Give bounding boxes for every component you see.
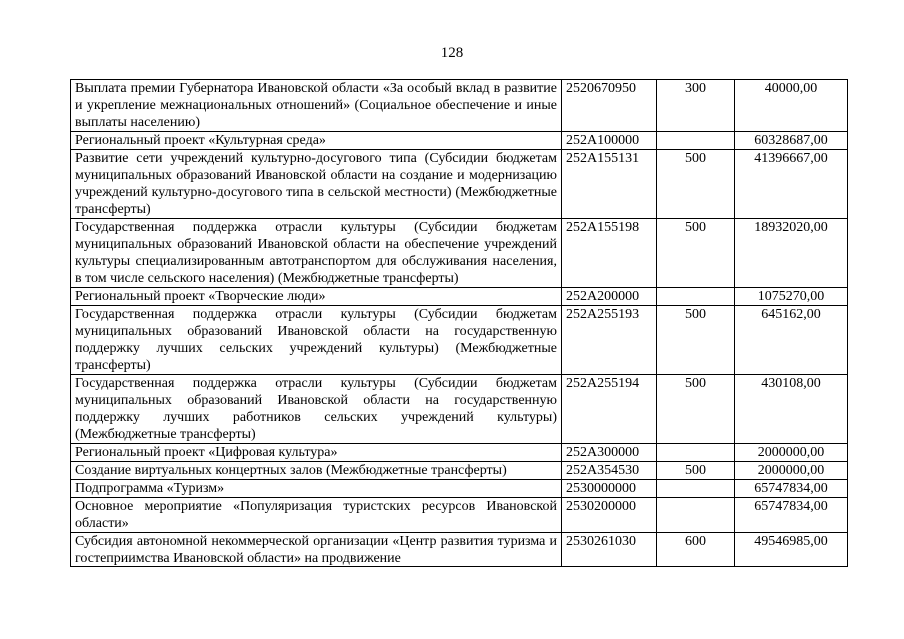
row-amount: 65747834,00	[735, 480, 848, 498]
table-row	[71, 132, 848, 150]
table-row	[71, 150, 848, 219]
row-name: Создание виртуальных концертных залов (Межбюджетные трансферты)	[71, 462, 562, 480]
table-row	[71, 375, 848, 444]
row-type: 500	[657, 462, 735, 480]
row-amount: 65747834,00	[735, 498, 848, 533]
row-amount: 2000000,00	[735, 462, 848, 480]
row-name: Региональный проект «Культурная среда»	[71, 132, 562, 150]
row-name: Региональный проект «Цифровая культура»	[71, 444, 562, 462]
row-amount: 60328687,00	[735, 132, 848, 150]
row-name: Государственная поддержка отрасли культуры (Субсидии бюджетам муниципальных образований Ивановской области на обеспечение учреждений культуры специализированным автотранспортом для обслуживания населения, в том числе сельского населения) (Межбюджетные трансферты)	[71, 219, 562, 288]
row-name: Подпрограмма «Туризм»	[71, 480, 562, 498]
row-code: 2520670950	[562, 80, 657, 132]
row-name: Региональный проект «Творческие люди»	[71, 288, 562, 306]
budget-table-body	[71, 80, 848, 567]
table-row	[71, 498, 848, 533]
table-row	[71, 306, 848, 375]
row-type: 600	[657, 533, 735, 567]
row-code: 252A200000	[562, 288, 657, 306]
row-name: Развитие сети учреждений культурно-досугового типа (Субсидии бюджетам муниципальных образований Ивановской области на создание и модернизацию учреждений культурно-досугового типа в сельской местности) (Межбюджетные трансферты)	[71, 150, 562, 219]
row-amount: 430108,00	[735, 375, 848, 444]
row-name-cell	[71, 533, 562, 567]
row-code: 252A255194	[562, 375, 657, 444]
table-row	[71, 444, 848, 462]
row-amount: 1075270,00	[735, 288, 848, 306]
row-name: Субсидия автономной некоммерческой организации «Центр развития туризма и гостеприимства Ивановской области» на продвижение	[75, 534, 557, 566]
table-row	[71, 219, 848, 288]
row-amount: 2000000,00	[735, 444, 848, 462]
row-code: 252A255193	[562, 306, 657, 375]
row-code: 252A155131	[562, 150, 657, 219]
row-type: 500	[657, 306, 735, 375]
budget-table	[70, 79, 848, 567]
row-type	[657, 444, 735, 462]
table-row	[71, 80, 848, 132]
table-row	[71, 533, 848, 567]
row-type	[657, 498, 735, 533]
row-type	[657, 480, 735, 498]
row-amount: 645162,00	[735, 306, 848, 375]
row-code: 252A100000	[562, 132, 657, 150]
row-type: 300	[657, 80, 735, 132]
row-amount: 18932020,00	[735, 219, 848, 288]
row-code: 252A155198	[562, 219, 657, 288]
row-type: 500	[657, 219, 735, 288]
row-name: Выплата премии Губернатора Ивановской области «За особый вклад в развитие и укрепление межнациональных отношений» (Социальное обеспечение и иные выплаты населению)	[71, 80, 562, 132]
row-amount: 49546985,00	[735, 533, 848, 567]
table-row	[71, 480, 848, 498]
row-code: 2530000000	[562, 480, 657, 498]
page-number: 128	[440, 45, 464, 61]
row-amount: 41396667,00	[735, 150, 848, 219]
row-type	[657, 132, 735, 150]
row-code: 2530200000	[562, 498, 657, 533]
row-name: Основное мероприятие «Популяризация туристских ресурсов Ивановской области»	[71, 498, 562, 533]
row-amount: 40000,00	[735, 80, 848, 132]
row-name: Государственная поддержка отрасли культуры (Субсидии бюджетам муниципальных образований Ивановской области на государственную поддержку лучших сельских учреждений культуры) (Межбюджетные трансферты)	[71, 306, 562, 375]
table-row	[71, 288, 848, 306]
row-type	[657, 288, 735, 306]
row-code: 252A300000	[562, 444, 657, 462]
row-code: 2530261030	[562, 533, 657, 567]
row-type: 500	[657, 375, 735, 444]
row-name: Государственная поддержка отрасли культуры (Субсидии бюджетам муниципальных образований Ивановской области на государственную поддержку лучших работников сельских учреждений культуры) (Межбюджетные трансферты)	[71, 375, 562, 444]
table-row	[71, 462, 848, 480]
row-type: 500	[657, 150, 735, 219]
row-code: 252A354530	[562, 462, 657, 480]
